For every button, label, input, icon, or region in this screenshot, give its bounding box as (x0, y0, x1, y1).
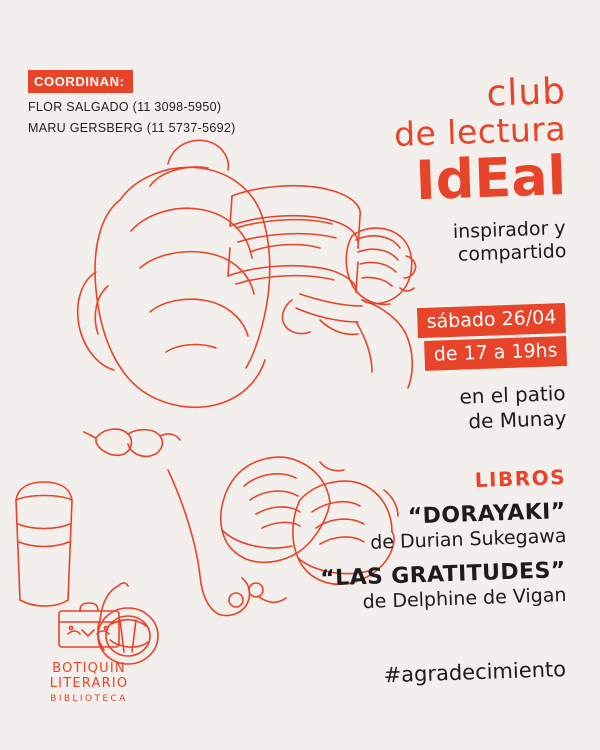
book-title: “LAS GRATITUDES” (319, 557, 567, 592)
subtitle-line-2: compartido (457, 239, 567, 266)
logo-line-2: LITERARIO (49, 676, 129, 691)
place-line-2: de Munay (467, 405, 567, 433)
book-author: de Durian Sukegawa (369, 524, 567, 554)
subtitle-block (265, 217, 566, 273)
book-entry (265, 499, 567, 559)
event-place (265, 381, 567, 441)
book-entry (265, 558, 567, 618)
coordinators-block (28, 70, 278, 135)
books-heading: LIBROS (474, 464, 567, 492)
page-title-line-delectura: de lectura (393, 109, 567, 155)
time-badge: de 17 a 19hs (424, 336, 567, 371)
subtitle-line-1: inspirador y (452, 216, 566, 243)
coordinator-contact: FLOR SALGADO (11 3098-5950) (28, 100, 222, 114)
event-date-badges (265, 303, 567, 379)
book-title: “DORAYAKI” (407, 498, 567, 530)
page-title-line-ideal: IdEal (414, 143, 568, 213)
coordinators-heading: COORDINAN: (28, 70, 133, 93)
coordinator-contact: MARU GERSBERG (11 5737-5692) (28, 121, 236, 135)
page-title-line-club: club (485, 71, 567, 115)
first-aid-case-icon (56, 600, 122, 650)
place-line-1: en el patio (459, 380, 566, 409)
hashtag: #agradecimiento (383, 656, 567, 688)
logo-line-1: BOTIQUIN (52, 661, 126, 676)
book-author: de Delphine de Vigan (362, 583, 567, 613)
brand-logo-block (24, 600, 154, 704)
date-badge: sábado 26/04 (417, 303, 566, 338)
logo-line-3: BIBLIOTECA (50, 694, 128, 704)
poster-info-column (266, 71, 568, 688)
